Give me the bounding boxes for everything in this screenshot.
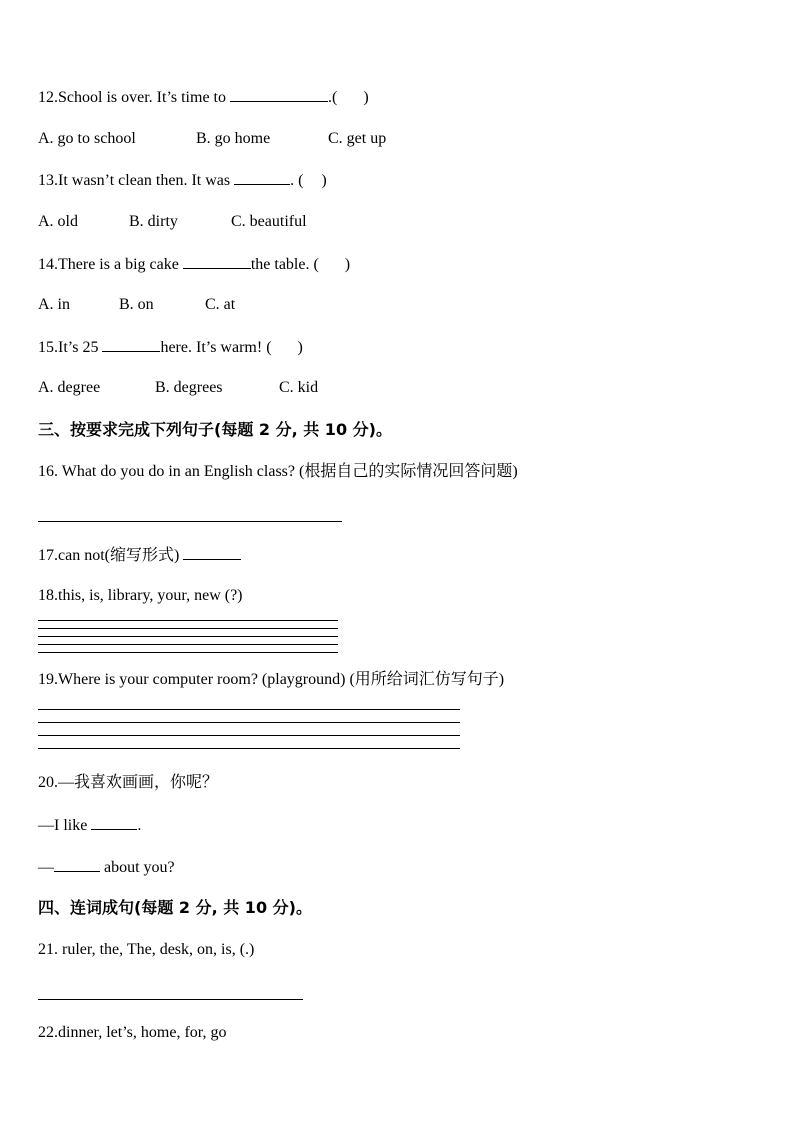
answer-blank[interactable] [102,337,160,352]
question-14-text: 14.There is a big cake [38,256,183,273]
answer-blank[interactable] [183,254,251,269]
option-b[interactable]: B. dirty [129,213,178,230]
option-c[interactable]: C. at [205,296,236,313]
section-4-heading: 四、连词成句(每题 2 分, 共 10 分)。 [38,898,312,917]
option-b[interactable]: B. go home [196,130,271,147]
question-12-options [38,129,386,149]
answer-blank[interactable] [234,170,290,185]
answer-line[interactable] [38,748,460,749]
question-17-text: 17.can not(缩写形式) [38,547,184,564]
question-14-options [38,295,235,315]
answer-line[interactable] [38,722,460,723]
answer-line[interactable] [38,521,342,522]
question-12-text: 12.School is over. It’s time to [38,89,230,106]
question-20-line-1: —I like . [38,817,142,834]
question-15: 15.It’s 25 here. It’s warm! ( ) [38,339,303,356]
answer-line[interactable] [38,735,460,736]
answer-line[interactable] [38,620,338,621]
answer-blank[interactable] [91,815,137,830]
answer-blank[interactable] [183,545,241,560]
answer-line[interactable] [38,709,460,710]
answer-line[interactable] [38,628,338,629]
question-14: 14.There is a big cake the table. ( ) [38,256,351,273]
answer-blank[interactable] [54,857,100,872]
section-3-heading: 三、按要求完成下列句子(每题 2 分, 共 10 分)。 [38,420,392,439]
question-22: 22.dinner, let’s, home, for, go [38,1024,227,1041]
option-c[interactable]: C. kid [279,379,319,396]
answer-line[interactable] [38,999,303,1000]
option-c[interactable]: C. get up [328,130,387,147]
option-b[interactable]: B. on [119,296,154,313]
question-13-text: 13.It wasn’t clean then. It was [38,172,235,189]
question-21: 21. ruler, the, The, desk, on, is, (.) [38,941,255,958]
question-12: 12.School is over. It’s time to .( ) [38,89,369,106]
option-a[interactable]: A. old [38,213,78,230]
question-13-options [38,212,307,232]
question-15-text: 15.It’s 25 [38,339,103,356]
question-20: 20.—我喜欢画画，你呢？ [38,774,219,791]
option-a[interactable]: A. in [38,296,70,313]
question-19: 19.Where is your computer room? (playground) (用所给词汇仿写句子) [38,671,505,688]
option-c[interactable]: C. beautiful [231,213,307,230]
question-17 [38,545,241,566]
option-a[interactable]: A. go to school [38,130,136,147]
answer-blank[interactable] [230,87,328,102]
question-18: 18.this, is, library, your, new (?) [38,587,243,604]
question-15-options [38,378,318,398]
answer-line[interactable] [38,636,338,637]
question-20-line-2: — about you? [38,859,175,876]
option-b[interactable]: B. degrees [155,379,223,396]
question-13: 13.It wasn’t clean then. It was . ( ) [38,172,327,189]
question-16: 16. What do you do in an English class? (根据自己的实际情况回答问题) [38,463,518,480]
option-a[interactable]: A. degree [38,379,101,396]
answer-line[interactable] [38,644,338,645]
answer-line[interactable] [38,652,338,653]
